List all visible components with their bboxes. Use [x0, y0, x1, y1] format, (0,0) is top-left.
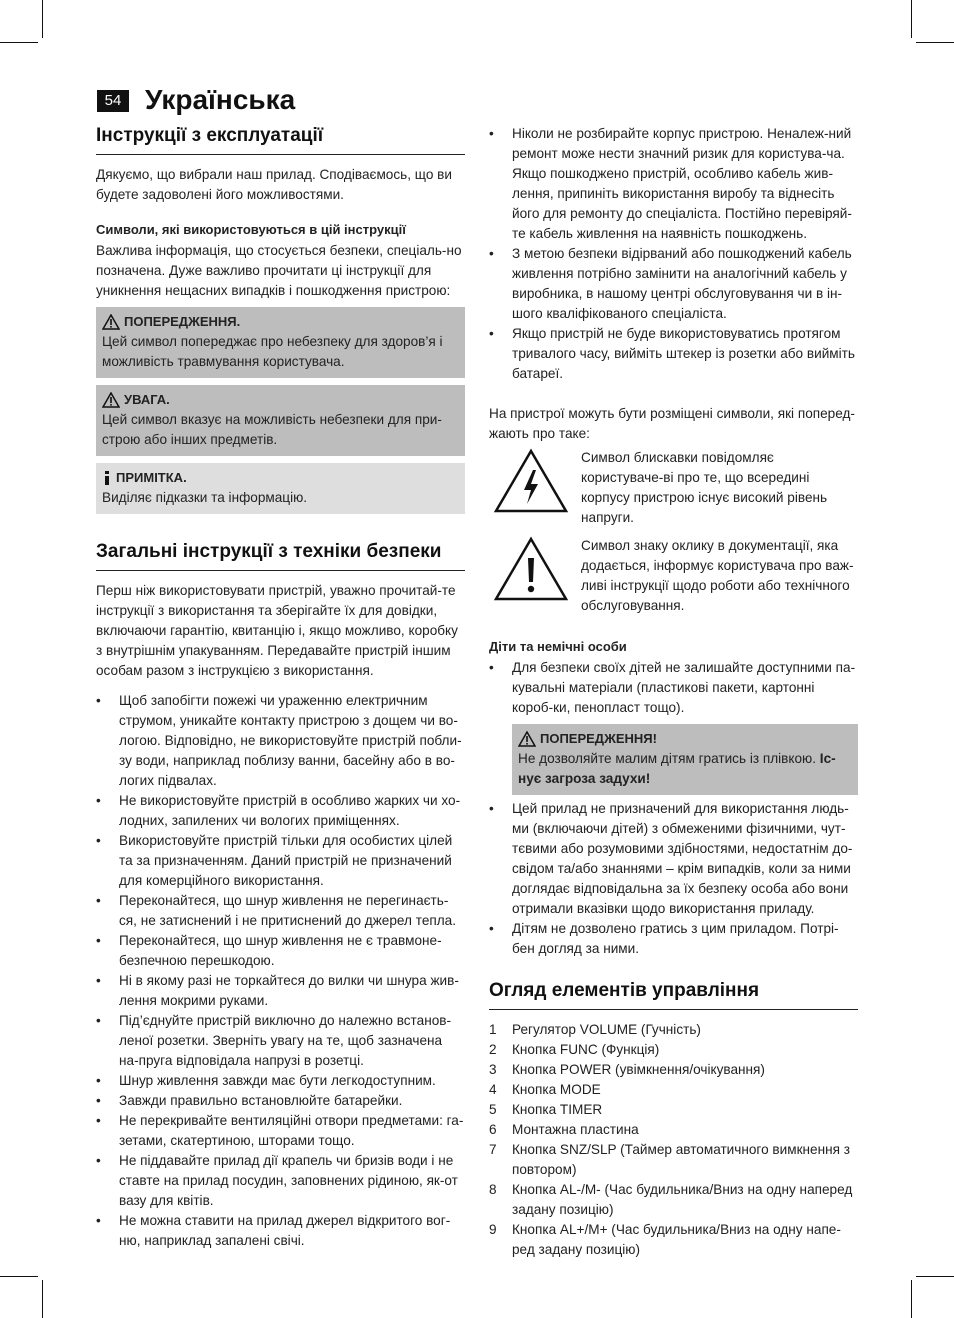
symbols-intro: На пристрої можуть бути розміщені символи, які поперед-жають про таке:	[489, 406, 855, 441]
safety-bullet-list-continued	[489, 124, 858, 384]
control-item	[489, 1120, 858, 1140]
control-number: 1	[489, 1022, 497, 1037]
control-number: 8	[489, 1182, 497, 1197]
control-number: 5	[489, 1102, 497, 1117]
children-bullet-list-2	[489, 799, 858, 959]
control-label: Кнопка FUNC (Функція)	[512, 1042, 660, 1057]
right-column	[489, 124, 858, 1260]
safety-intro: Перш ніж використовувати пристрій, уважно прочитай-те інструкції з використання та зберігайте їх для довідки, включаючи гарантію, квитанцію і, якщо можливо, коробку з внутрішнім упакуванням. Передавайте пристрій іншим особам разом з інструкцією з використання.	[96, 583, 458, 678]
caution-title-label: УВАГА.	[124, 392, 170, 407]
bullet-icon: •	[96, 793, 101, 808]
crop-mark	[42, 1280, 43, 1318]
control-item	[489, 1020, 858, 1040]
list-item	[96, 1011, 465, 1071]
warning-triangle-icon	[518, 731, 536, 747]
caution-box-title	[102, 390, 459, 410]
control-label: Кнопка AL-/M- (Час будильника/Вниз на одну наперед задану позицію)	[512, 1182, 853, 1217]
caution-box	[96, 385, 465, 456]
crop-mark	[42, 0, 43, 38]
control-number: 9	[489, 1222, 497, 1237]
warning-title-label: ПОПЕРЕДЖЕННЯ.	[124, 314, 241, 329]
lightning-symbol-row	[489, 448, 858, 528]
control-label: Кнопка AL+/M+ (Час будильника/Вниз на одну напе-ред задану позицію)	[512, 1222, 841, 1257]
exclamation-symbol-text: Символ знаку оклику в документації, яка додається, інформує користувача про важ-ливі інструкції щодо роботи або технічного обслуговування.	[581, 538, 854, 613]
child-warning-text-normal: Не дозволяйте малим дітям гратись із плівкою.	[518, 751, 820, 766]
list-item	[489, 244, 858, 324]
control-label: Кнопка POWER (увімкнення/очікування)	[512, 1062, 765, 1077]
exclamation-warning-icon	[493, 536, 569, 602]
child-warning-text	[518, 749, 852, 789]
bullet-icon: •	[96, 893, 101, 908]
list-item	[489, 324, 858, 384]
list-item-text: З метою безпеки відірваний або пошкоджений кабель живлення потрібно замінити на аналогічний кабель у виробника, в нашому центрі обслуговування чи в ін-шого кваліфікованого спеціаліста.	[512, 246, 852, 321]
bullet-icon: •	[96, 1093, 101, 1108]
list-item	[96, 1091, 465, 1111]
controls-list	[489, 1020, 858, 1260]
caution-box-text: Цей символ вказує на можливість небезпеки для при-строю або інших предметів.	[102, 412, 442, 447]
list-item	[96, 971, 465, 1011]
symbols-text: Важлива інформація, що стосується безпеки, спеціаль-но позначена. Дуже важливо прочитати ці інструкції для уникнення нещасних випадків і пошкодження пристрою:	[96, 243, 462, 298]
list-item-text: Не можна ставити на прилад джерел відкритого вог-ню, наприклад запалені свічі.	[119, 1213, 451, 1248]
info-icon	[102, 470, 112, 486]
control-number: 3	[489, 1062, 497, 1077]
control-number: 7	[489, 1142, 497, 1157]
control-item	[489, 1080, 858, 1100]
bullet-icon: •	[96, 1073, 101, 1088]
note-box	[96, 463, 465, 514]
list-item	[96, 831, 465, 891]
list-item-text: Цей прилад не призначений для використання людь-ми (включаючи дітей) з обмеженими фізичними, чут-тєвими або розумовими здібностями, недостатнім до-свідом та/або знаннями – крім випадків, коли за ними доглядає відповідальна за їх безпеку особа або вони отримали вказівки щодо використання приладу.	[512, 801, 853, 916]
bullet-icon: •	[489, 326, 494, 341]
list-item-text: Переконайтеся, що шнур живлення не є травмоне-безпечною перешкодою.	[119, 933, 442, 968]
safety-bullet-list	[96, 691, 465, 1251]
warning-box-text: Цей символ попереджає про небезпеку для здоров’я і можливість травмування користувача.	[102, 334, 443, 369]
children-bullet-list	[489, 658, 858, 718]
section-title-controls: Огляд елементів управління	[489, 979, 858, 1010]
list-item-text: Для безпеки своїх дітей не залишайте доступними па-кувальні матеріали (пластикові пакети, картонні короб-ки, пенопласт тощо).	[512, 660, 856, 715]
warning-box	[96, 307, 465, 378]
lightning-warning-icon	[493, 448, 569, 514]
lightning-symbol-text: Символ блискавки повідомляє користуваче-ві про те, що всередині корпусу пристрою існує високий рівень напруги.	[581, 450, 828, 525]
bullet-icon: •	[96, 973, 101, 988]
bullet-icon: •	[96, 1213, 101, 1228]
control-item	[489, 1100, 858, 1120]
warning-box-title	[102, 312, 459, 332]
list-item-text: Ні в якому разі не торкайтеся до вилки чи шнура жив-лення мокрими руками.	[119, 973, 459, 1008]
control-label: Регулятор VOLUME (Гучність)	[512, 1022, 701, 1037]
children-heading: Діти та немічні особи	[489, 639, 627, 654]
list-item-text: Ніколи не розбирайте корпус пристрою. Неналеж-ний ремонт може нести значний ризик для користува-ча. Якщо пошкоджено пристрій, особливо кабель жив-лення, припиніть використання виробу та віднесіть його для ремонту до спеціаліста. Постійно перевіряй-те кабель живлення на наявність пошкоджень.	[512, 126, 852, 241]
list-item-text: Не перекривайте вентиляційні отвори предметами: га-зетами, скатертиною, шторами тощо.	[119, 1113, 464, 1148]
control-label: Монтажна пластина	[512, 1122, 639, 1137]
list-item	[96, 1111, 465, 1151]
child-warning-title	[518, 729, 852, 749]
bullet-icon: •	[489, 126, 494, 141]
note-title-label: ПРИМІТКА.	[116, 470, 187, 485]
control-label: Кнопка SNZ/SLP (Таймер автоматичного вимкнення з повтором)	[512, 1142, 850, 1177]
note-box-text: Виділяє підказки та інформацію.	[102, 490, 308, 505]
crop-mark	[911, 0, 912, 38]
list-item	[96, 1151, 465, 1211]
list-item-text: Не використовуйте пристрій в особливо жарких чи хо-лодних, запилених чи вологих приміщеннях.	[119, 793, 461, 828]
language-title: Українська	[145, 84, 296, 115]
list-item	[96, 931, 465, 971]
list-item-text: Не піддавайте прилад дії крапель чи бризів води і не ставте на прилад посудин, заповнених рідиною, як-от вазу для квітів.	[119, 1153, 458, 1208]
bullet-icon: •	[489, 801, 494, 816]
bullet-icon: •	[96, 1113, 101, 1128]
crop-mark	[0, 42, 38, 43]
crop-mark	[0, 1276, 38, 1277]
list-item-text: Під’єднуйте пристрій виключно до належно встанов-леної розетки. Зверніть увагу на те, щоб зазначена на-пруга відповідала напрузі в розетці.	[119, 1013, 452, 1068]
caution-triangle-icon	[102, 392, 120, 408]
control-label: Кнопка MODE	[512, 1082, 601, 1097]
section-title-safety: Загальні інструкції з техніки безпеки	[96, 540, 465, 571]
list-item-text: Завжди правильно встановлюйте батарейки.	[119, 1093, 403, 1108]
crop-mark	[916, 42, 954, 43]
warning-triangle-icon	[102, 314, 120, 330]
list-item	[96, 891, 465, 931]
list-item-text: Щоб запобігти пожежі чи ураженню електричним струмом, уникайте контакту пристрою з дощем чи во-логою. Відповідно, не використовуйте пристрій побли-зу води, наприклад поблизу ванни, басейну або в во-логих підвалах.	[119, 693, 462, 788]
bullet-icon: •	[96, 933, 101, 948]
list-item	[489, 124, 858, 244]
child-warning-title-label: ПОПЕРЕДЖЕННЯ!	[540, 731, 657, 746]
control-item	[489, 1040, 858, 1060]
list-item-text: Дітям не дозволено гратись з цим приладом. Потрі-бен догляд за ними.	[512, 921, 839, 956]
list-item-text: Шнур живлення завжди має бути легкодоступним.	[119, 1073, 436, 1088]
list-item	[96, 1211, 465, 1251]
list-item	[96, 1071, 465, 1091]
child-warning-box	[512, 724, 858, 795]
control-number: 6	[489, 1122, 497, 1137]
left-column	[96, 124, 465, 1251]
list-item-text: Якщо пристрій не буде використовуватись протягом тривалого часу, вийміть штекер із розетки або вийміть батареї.	[512, 326, 855, 381]
symbols-heading: Символи, які використовуються в цій інструкції	[96, 222, 406, 237]
control-number: 2	[489, 1042, 497, 1057]
control-item	[489, 1060, 858, 1080]
note-box-title	[102, 468, 459, 488]
bullet-icon: •	[96, 1013, 101, 1028]
intro-text: Дякуємо, що вибрали наш прилад. Сподіваємось, що ви будете задоволені його можливостями.	[96, 167, 452, 202]
list-item	[96, 691, 465, 791]
bullet-icon: •	[96, 1153, 101, 1168]
bullet-icon: •	[489, 921, 494, 936]
exclamation-symbol-row	[489, 536, 858, 616]
page-number: 54	[97, 90, 129, 112]
control-label: Кнопка TIMER	[512, 1102, 603, 1117]
crop-mark	[911, 1280, 912, 1318]
list-item	[489, 799, 858, 919]
control-item	[489, 1140, 858, 1180]
control-item	[489, 1180, 858, 1220]
control-number: 4	[489, 1082, 497, 1097]
list-item	[96, 791, 465, 831]
list-item-text: Переконайтеся, що шнур живлення не перегинаєть-ся, не затиснений і не притиснений до джерел тепла.	[119, 893, 457, 928]
list-item	[489, 919, 858, 959]
section-title-instructions: Інструкції з експлуатації	[96, 124, 465, 155]
bullet-icon: •	[96, 693, 101, 708]
list-item: • Для безпеки своїх дітей не залишайте доступними па-кувальні матеріали (пластикові пакети, картонні короб-ки, пенопласт тощо).	[489, 660, 856, 715]
bullet-icon: •	[489, 246, 494, 261]
bullet-icon: •	[96, 833, 101, 848]
list-item-text: Використовуйте пристрій тільки для особистих цілей та за призначенням. Даний пристрій не призначений для комерційного використання.	[119, 833, 453, 888]
child-warning-text-bold: Іс-нує загроза задухи!	[518, 751, 836, 786]
crop-mark	[916, 1276, 954, 1277]
control-item	[489, 1220, 858, 1260]
